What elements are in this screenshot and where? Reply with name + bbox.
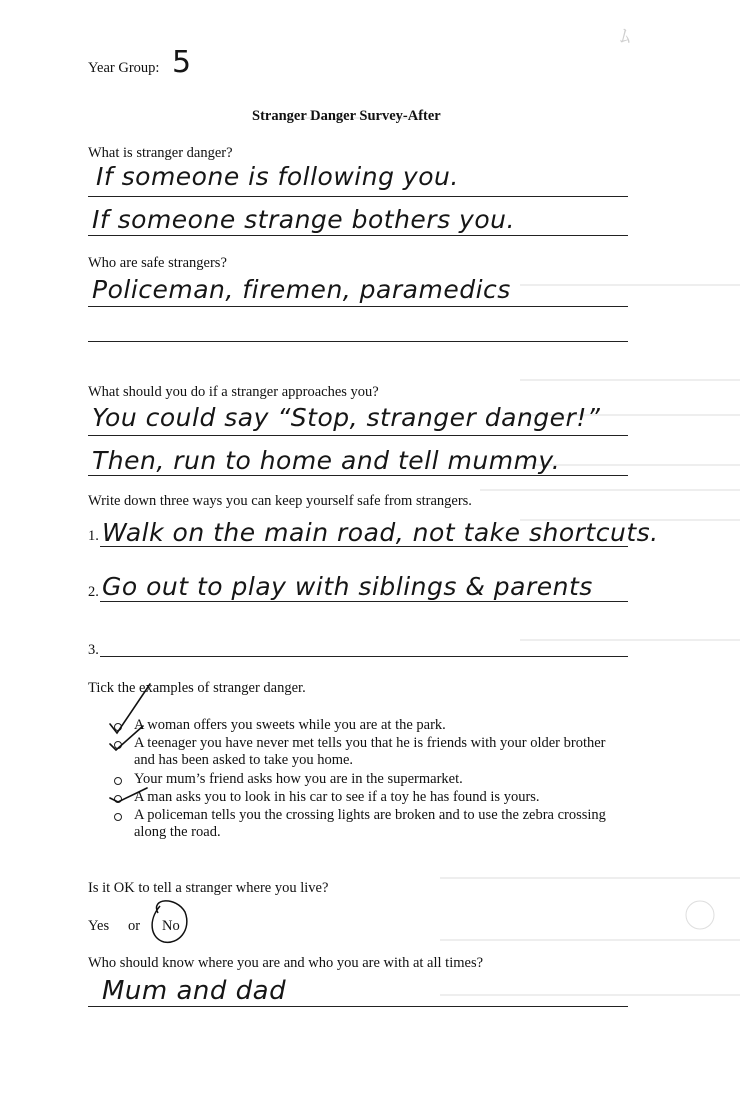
q7-answer-line-1 (88, 1006, 628, 1007)
q6-no-option[interactable]: No (162, 918, 180, 934)
q6-or-label: or (128, 918, 141, 934)
q4-question: Write down three ways you can keep yourself safe from strangers. (88, 493, 472, 509)
q7-question: Who should know where you are and who you are with at all times? (88, 955, 484, 971)
option-1-text: A woman offers you sweets while you are at the park. (134, 717, 446, 733)
q6-question: Is it OK to tell a stranger where you live? (88, 880, 329, 896)
option-5-text: A policeman tells you the crossing lights are broken and to use the zebra crossing along the road. (134, 807, 606, 840)
option-2-text: A teenager you have never met tells you that he is friends with your older brother and has been asked to take you home. (134, 735, 606, 768)
q6-yes-option[interactable]: Yes (88, 918, 110, 934)
q2-question: Who are safe strangers? (88, 255, 227, 271)
q3-answer-1: You could say “Stop, stranger danger!” (92, 403, 601, 432)
show-through-mark: ﾑ (620, 26, 630, 48)
q4-item-1-number: 1. (88, 528, 99, 544)
option-4-text: A man asks you to look in his car to see if a toy he has found is yours. (134, 789, 540, 805)
q4-item-3-number: 3. (88, 642, 99, 658)
q4-item-2-number: 2. (88, 584, 99, 600)
q3-answer-2: Then, run to home and tell mummy. (92, 446, 561, 475)
q7-answer-1: Mum and dad (102, 976, 287, 1006)
year-group-value: 5 (172, 45, 192, 80)
q3-question: What should you do if a stranger approaches you? (88, 384, 379, 400)
year-group-label: Year Group: (88, 60, 160, 76)
q1-question: What is stranger danger? (88, 145, 233, 161)
q2-answer-1: Policeman, firemen, paramedics (92, 275, 511, 304)
page-title: Stranger Danger Survey-After (252, 108, 441, 124)
q4-item-2-answer: Go out to play with siblings & parents (102, 572, 593, 601)
q5-question: Tick the examples of stranger danger. (88, 680, 306, 696)
q1-answer-1: If someone is following you. (96, 162, 459, 191)
q1-answer-2: If someone strange bothers you. (92, 205, 515, 234)
option-3-text: Your mum’s friend asks how you are in the supermarket. (134, 771, 463, 787)
q4-item-1-answer: Walk on the main road, not take shortcuts. (102, 518, 659, 547)
